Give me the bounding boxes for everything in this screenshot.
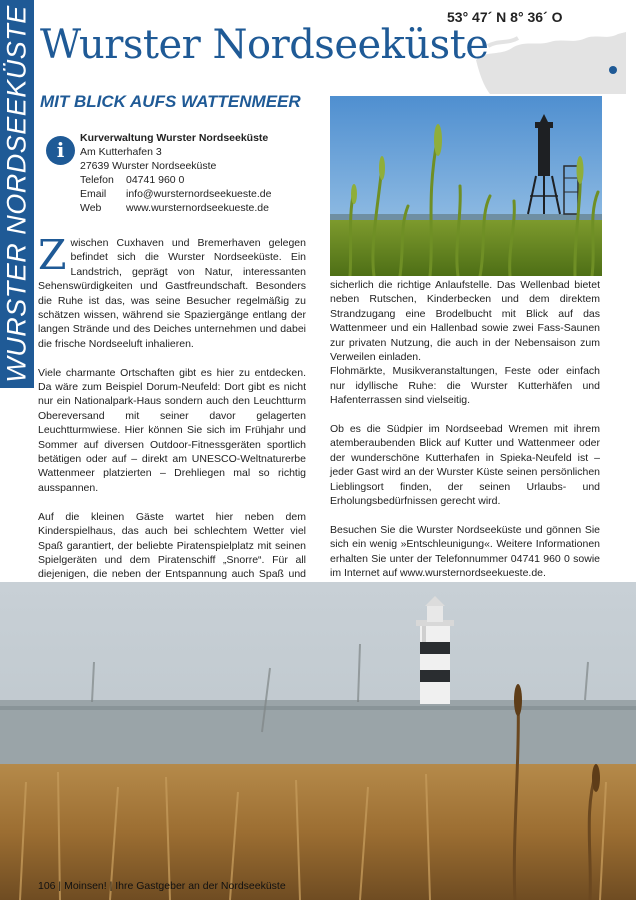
page-title: Wurster Nordseeküste [40,22,489,68]
paragraph-intro-text: wischen Cuxhaven und Bremerhaven gelegen befindet sich die Wurster Nordseeküste. Ein Landstrich, geprägt von Natur, interessanten Sehenswürdigkeiten und Gastfreundschaft. Besonders die Ruhe ist das, was seine Besucher regelmäßig zu schätzen wissen, während sie Spaziergänge entlang der langen Strände und des Deiches unternehmen und dabei die frische Nordseeluft inhalieren. [38,237,306,350]
side-label: WURSTER NORDSEEKÜSTE [1,5,32,383]
lighthouse-grass-photo [330,96,602,276]
email-label: Email [80,188,107,200]
paragraph-intro [38,231,306,351]
contact-org: Kurverwaltung Wurster Nordseeküste [80,132,269,144]
contact-phone-row [80,173,272,187]
paragraph-suedpier: Ob es die Südpier im Nordseebad Wremen mit ihrem atemberaubenden Blick auf Kutter und Wattenmeer oder der wunderschöne Kutterhafen in Spieka-Neufeld ist – jeder Gast wird an der Wurster Küste seinen persönlichen Lieblingsort finden, der seinen Urlaubs- und Erholungsbedürfnissen gerecht wird. [330,423,600,508]
paragraph-harbours-text: Flohmärkte, Musikveranstaltungen, Feste oder einfach nur idyllische Ruhe: die Wurster Kutterhäfen und Hafenterrassen sind vielseitig. [330,365,600,407]
paragraph-visit: Besuchen Sie die Wurster Nordseeküste und gönnen Sie sich ein wenig »Entschleunigung«. Weitere Informationen erhalten Sie unter der Telefonnummer 04741 960 0 sowie im Internet auf www.wursternordseekueste.de. [330,523,600,580]
web-link[interactable]: www.wursternordseekueste.de [126,202,269,214]
paragraph-wellenbad [330,278,600,408]
page-subtitle: MIT BLICK AUFS WATTENMEER [40,92,301,111]
coastline-map [476,26,626,94]
contact-email-row [80,187,272,201]
web-label: Web [80,202,102,214]
side-band [0,0,34,388]
contact-city: 27639 Wurster Nordseeküste [80,160,217,172]
misty-lighthouse-photo [0,582,636,900]
article-column-left [38,231,306,611]
phone-label: Telefon [80,174,114,186]
contact-street: Am Kutterhafen 3 [80,146,162,158]
article-column-right [330,278,600,595]
drop-cap: Z [38,231,67,279]
info-icon: i [46,136,75,165]
location-marker [609,66,617,74]
paragraph-wellenbad-text: sicherlich die richtige Anlaufstelle. Das Wellenbad bietet neben Rutschen, Kinderbecken und dem direktem Strandzugang eine Brodelbucht mit Blick auf das Wattenmeer und ein Hallenbad sowie zwei Fass-Saunen zur privaten Nutzung, die auch in der Nebensaison zum Verweilen einladen. [330,279,600,364]
phone-value: 04741 960 0 [126,174,185,186]
paragraph-kids: Auf die kleinen Gäste wartet hier neben dem Kinderspielhaus, das auch bei schlechtem Wetter viel Spaß garantiert, der beliebte Piratenspielplatz mit seinen Spielgeräten und dem Piratenschiff „Snorre“. Für all diejenigen, die neben der Entspannung auch Spaß und [38,510,306,581]
page-footer: 106 | Moinsen! | Ihre Gastgeber an der Nordseeküste [38,880,286,892]
contact-details [80,131,272,215]
paragraph-dorum: Viele charmante Ortschaften gibt es hier zu entdecken. Da wäre zum Beispiel Dorum-Neufeld: Dort gibt es nicht nur ein Nationalpark-Haus sondern auch den Leuchtturm Obereversand mit seiner davor gelagerten Leuchtturmwiese. Hier können Sie sich im Frühjahr und Sommer auf diversen Outdoor-Fitnessgeräten sportlich betätigen oder auf – direkt am UNESCO-Weltnaturerbe Wattenmeer platzierten – Drehliegen mal so richtig ausspannen. [38,366,306,494]
contact-web-row [80,201,272,215]
email-link[interactable]: info@wursternordseekueste.de [126,188,272,200]
coordinates: 53° 47´ N 8° 36´ O [447,9,563,25]
